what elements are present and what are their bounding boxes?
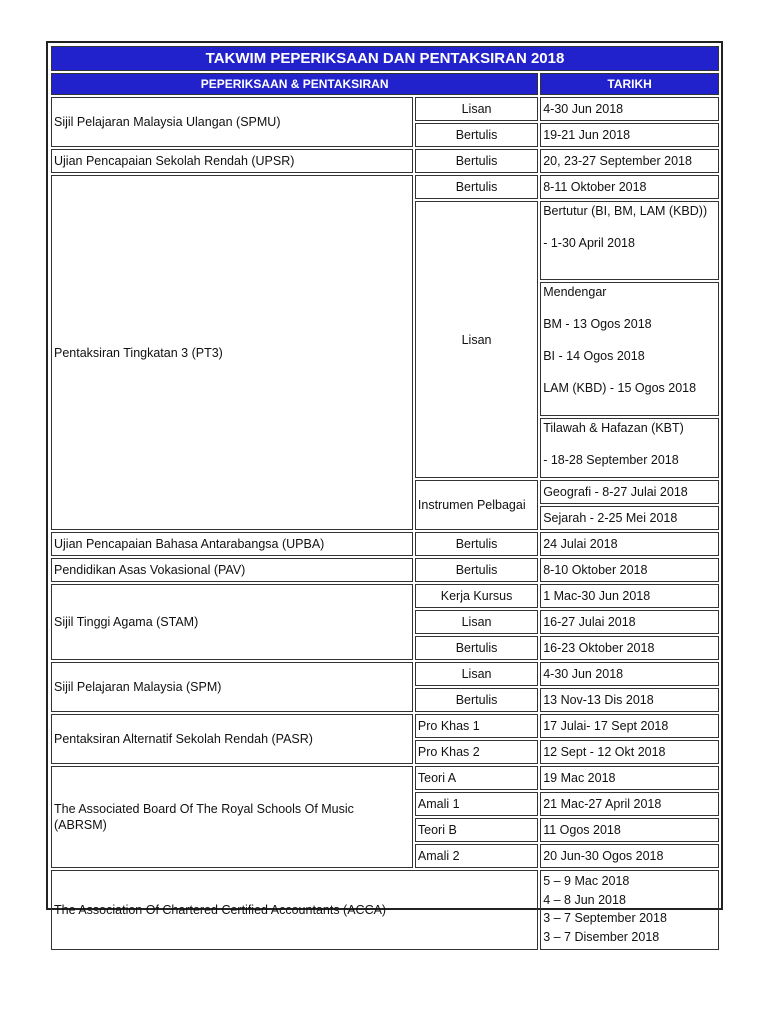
exam-date: Mendengar BM - 13 Ogos 2018 BI - 14 Ogos 2018 LAM (KBD) - 15 Ogos 2018 (540, 282, 719, 416)
exam-type: Bertulis (415, 149, 538, 173)
exam-date: 1 Mac-30 Jun 2018 (540, 584, 719, 608)
exam-date: 16-23 Oktober 2018 (540, 636, 719, 660)
exam-date: 13 Nov-13 Dis 2018 (540, 688, 719, 712)
exam-type: Kerja Kursus (415, 584, 538, 608)
exam-name-pt3: Pentaksiran Tingkatan 3 (PT3) (51, 175, 413, 530)
exam-type: Bertulis (415, 558, 538, 582)
exam-name-acca: The Association Of Chartered Certified Accountants (ACCA) (51, 870, 538, 950)
exam-date: 16-27 Julai 2018 (540, 610, 719, 634)
exam-name-upsr: Ujian Pencapaian Sekolah Rendah (UPSR) (51, 149, 413, 173)
exam-type: Bertulis (415, 123, 538, 147)
exam-type: Bertulis (415, 688, 538, 712)
exam-date: 4-30 Jun 2018 (540, 662, 719, 686)
exam-date: Geografi - 8-27 Julai 2018 (540, 480, 719, 504)
exam-type: Instrumen Pelbagai (415, 480, 538, 530)
header-exam: PEPERIKSAAN & PENTAKSIRAN (51, 73, 538, 95)
exam-date: 19 Mac 2018 (540, 766, 719, 790)
exam-name-spmu: Sijil Pelajaran Malaysia Ulangan (SPMU) (51, 97, 413, 147)
exam-date: 20 Jun-30 Ogos 2018 (540, 844, 719, 868)
exam-date: 8-11 Oktober 2018 (540, 175, 719, 199)
exam-type: Bertulis (415, 175, 538, 199)
exam-calendar-table (49, 44, 721, 952)
exam-date: 8-10 Oktober 2018 (540, 558, 719, 582)
exam-type: Teori B (415, 818, 538, 842)
exam-date: Sejarah - 2-25 Mei 2018 (540, 506, 719, 530)
exam-date: 12 Sept - 12 Okt 2018 (540, 740, 719, 764)
exam-type: Bertulis (415, 636, 538, 660)
exam-type: Teori A (415, 766, 538, 790)
exam-date: 4-30 Jun 2018 (540, 97, 719, 121)
exam-name-stam: Sijil Tinggi Agama (STAM) (51, 584, 413, 660)
exam-date: 19-21 Jun 2018 (540, 123, 719, 147)
exam-date: Tilawah & Hafazan (KBT) - 18-28 September 2018 (540, 418, 719, 478)
exam-date: 17 Julai- 17 Sept 2018 (540, 714, 719, 738)
exam-name-spm: Sijil Pelajaran Malaysia (SPM) (51, 662, 413, 712)
exam-type: Pro Khas 1 (415, 714, 538, 738)
exam-type: Lisan (415, 610, 538, 634)
exam-name-abrsm: The Associated Board Of The Royal Schools Of Music (ABRSM) (51, 766, 413, 868)
exam-type: Lisan (415, 97, 538, 121)
exam-date: 11 Ogos 2018 (540, 818, 719, 842)
exam-name-pav: Pendidikan Asas Vokasional (PAV) (51, 558, 413, 582)
table-title: TAKWIM PEPERIKSAAN DAN PENTAKSIRAN 2018 (51, 46, 719, 71)
exam-date: 5 – 9 Mac 2018 4 – 8 Jun 2018 3 – 7 September 2018 3 – 7 Disember 2018 (540, 870, 719, 950)
exam-calendar-frame (46, 41, 723, 944)
exam-date: 21 Mac-27 April 2018 (540, 792, 719, 816)
exam-date: 20, 23-27 September 2018 (540, 149, 719, 173)
exam-date: 24 Julai 2018 (540, 532, 719, 556)
exam-date: Bertutur (BI, BM, LAM (KBD)) - 1-30 April 2018 (540, 201, 719, 280)
exam-type: Amali 2 (415, 844, 538, 868)
exam-type: Lisan (415, 662, 538, 686)
exam-name-upba: Ujian Pencapaian Bahasa Antarabangsa (UPBA) (51, 532, 413, 556)
exam-type: Amali 1 (415, 792, 538, 816)
header-date: TARIKH (540, 73, 719, 95)
exam-type: Bertulis (415, 532, 538, 556)
exam-name-pasr: Pentaksiran Alternatif Sekolah Rendah (PASR) (51, 714, 413, 764)
exam-type: Pro Khas 2 (415, 740, 538, 764)
exam-type: Lisan (415, 201, 538, 478)
